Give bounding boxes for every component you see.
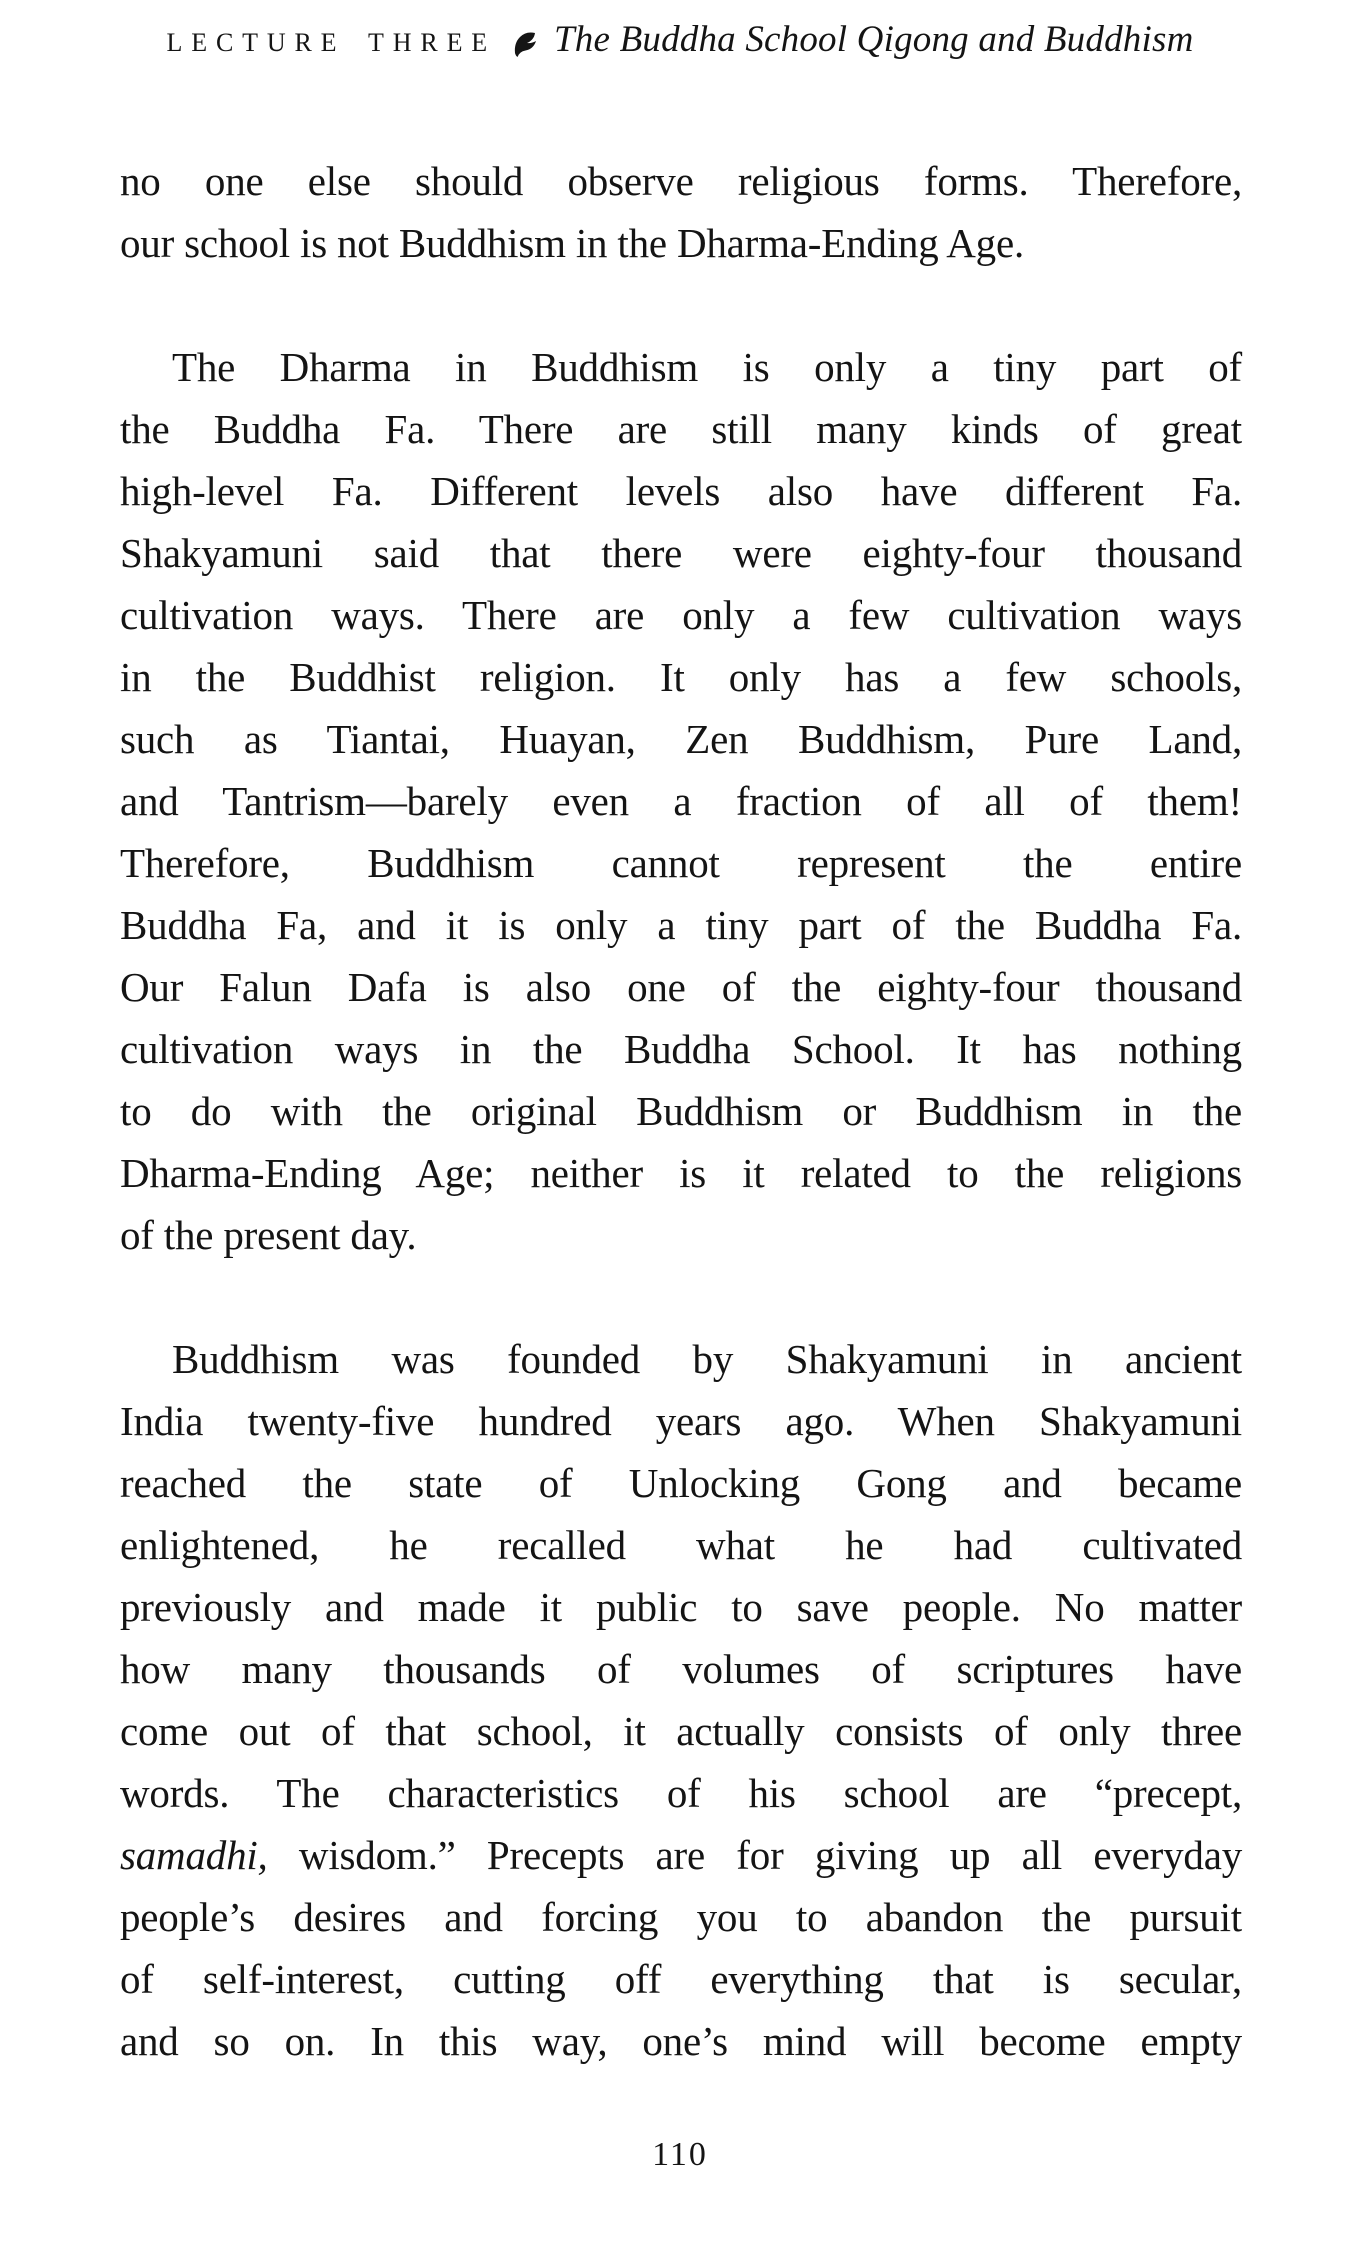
text-line	[120, 1204, 1242, 1266]
text-line	[120, 956, 1242, 1018]
body-text	[120, 150, 1242, 2072]
text-line	[120, 894, 1242, 956]
text-segment: to do with the original Buddhism or Buddhism in the	[120, 1088, 1242, 1134]
paragraph	[120, 1328, 1242, 2072]
lecture-label: LECTURE THREE	[166, 28, 497, 57]
text-segment: The Dharma in Buddhism is only a tiny part of	[172, 344, 1242, 390]
text-line	[120, 770, 1242, 832]
text-segment: India twenty-five hundred years ago. When Shakyamuni	[120, 1398, 1242, 1444]
text-line	[120, 1824, 1242, 1886]
text-segment: in the Buddhist religion. It only has a few schools,	[120, 654, 1242, 700]
text-segment: and so on. In this way, one’s mind will become empty	[120, 2018, 1242, 2064]
text-line	[120, 460, 1242, 522]
text-segment: Therefore, Buddhism cannot represent the entire	[120, 840, 1242, 886]
text-segment: Dharma-Ending Age; neither is it related to the religions	[120, 1150, 1242, 1196]
text-line	[120, 1018, 1242, 1080]
page-number: 110	[652, 2136, 708, 2173]
text-line	[120, 708, 1242, 770]
text-segment: high-level Fa. Different levels also have different Fa.	[120, 468, 1242, 514]
running-header	[0, 18, 1360, 61]
text-segment: previously and made it public to save people. No matter	[120, 1584, 1242, 1630]
text-line	[120, 1700, 1242, 1762]
text-line	[120, 398, 1242, 460]
text-line	[120, 150, 1242, 212]
text-line	[120, 1762, 1242, 1824]
text-line	[120, 336, 1242, 398]
hedera-leaf-icon	[512, 30, 538, 58]
text-segment: come out of that school, it actually consists of only three	[120, 1708, 1242, 1754]
text-line	[120, 1948, 1242, 2010]
chapter-title: The Buddha School Qigong and Buddhism	[554, 19, 1194, 60]
text-segment: Shakyamuni said that there were eighty-four thousand	[120, 530, 1242, 576]
text-line	[120, 1142, 1242, 1204]
text-segment: reached the state of Unlocking Gong and became	[120, 1460, 1242, 1506]
text-segment: cultivation ways. There are only a few cultivation ways	[120, 592, 1242, 638]
text-segment: the Buddha Fa. There are still many kinds of great	[120, 406, 1242, 452]
text-segment: words. The characteristics of his school are “precept,	[120, 1770, 1242, 1816]
text-segment: and Tantrism—barely even a fraction of all of them!	[120, 778, 1242, 824]
text-line	[120, 584, 1242, 646]
text-line	[120, 1514, 1242, 1576]
paragraph	[120, 336, 1242, 1266]
text-line	[120, 646, 1242, 708]
text-line	[120, 1638, 1242, 1700]
text-segment: people’s desires and forcing you to abandon the pursuit	[120, 1894, 1242, 1940]
text-line	[120, 1452, 1242, 1514]
text-segment: such as Tiantai, Huayan, Zen Buddhism, Pure Land,	[120, 716, 1242, 762]
paragraph	[120, 150, 1242, 274]
text-segment: cultivation ways in the Buddha School. It has nothing	[120, 1026, 1242, 1072]
italic-term: samadhi,	[120, 1832, 268, 1878]
text-line	[120, 1080, 1242, 1142]
text-line	[120, 832, 1242, 894]
text-segment: Buddhism was founded by Shakyamuni in ancient	[172, 1336, 1242, 1382]
text-segment: wisdom.” Precepts are for giving up all everyday	[267, 1832, 1242, 1878]
text-line	[120, 212, 1242, 274]
text-segment: no one else should observe religious forms. Therefore,	[120, 158, 1242, 204]
text-segment: enlightened, he recalled what he had cultivated	[120, 1522, 1242, 1568]
text-line	[120, 1886, 1242, 1948]
text-line	[120, 1576, 1242, 1638]
text-segment: our school is not Buddhism in the Dharma-Ending Age.	[120, 220, 1025, 266]
text-line	[120, 1328, 1242, 1390]
text-segment: Buddha Fa, and it is only a tiny part of the Buddha Fa.	[120, 902, 1242, 948]
text-segment: of self-interest, cutting off everything that is secular,	[120, 1956, 1242, 2002]
text-segment: of the present day.	[120, 1212, 417, 1258]
text-line	[120, 1390, 1242, 1452]
text-segment: Our Falun Dafa is also one of the eighty-four thousand	[120, 964, 1242, 1010]
text-line	[120, 522, 1242, 584]
text-segment: how many thousands of volumes of scriptures have	[120, 1646, 1242, 1692]
text-line	[120, 2010, 1242, 2072]
